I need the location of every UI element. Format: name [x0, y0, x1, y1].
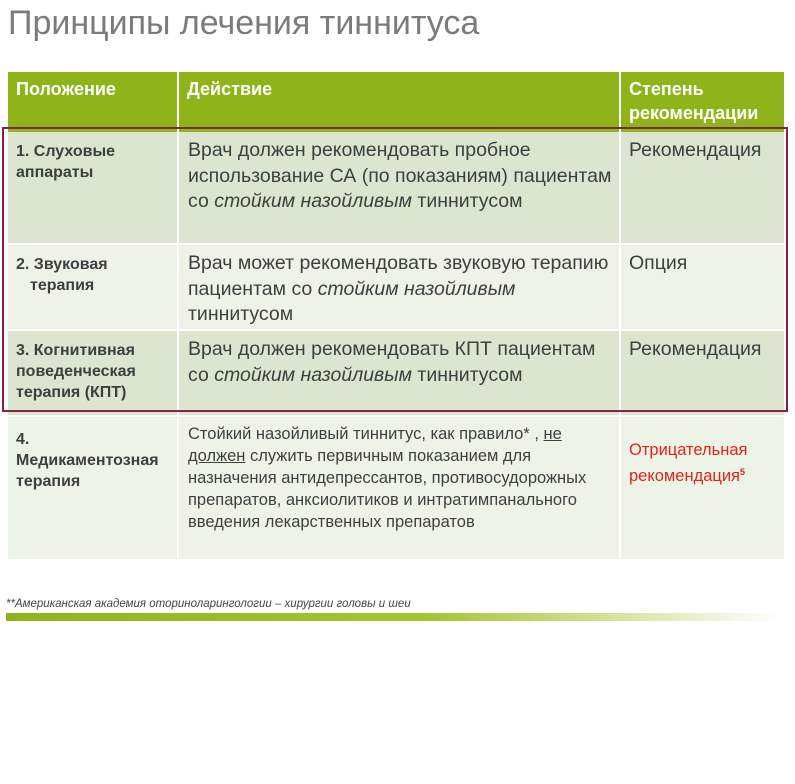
action-emphasis: стойким назойливым [214, 190, 412, 212]
action-emphasis: стойким назойливым [317, 277, 516, 300]
action-text: Врач должен рекомендовать КПТ пациентам со [188, 338, 596, 386]
action-text: Стойкий назойливый тиннитус, как правило* , [188, 425, 544, 443]
recommendation-cell: Рекомендация [620, 330, 784, 416]
action-text-end: тиннитусом [411, 190, 523, 212]
position-cell [8, 416, 178, 560]
footnote: **Американская академия оториноларингологии – хирургии головы и шеи [6, 598, 411, 610]
recommendation-cell: Рекомендация [620, 132, 784, 244]
header-recommendation: Степень рекомендации [620, 72, 784, 132]
position-cell: 3. Когнитивная поведенческая терапия (КПТ) [8, 330, 178, 416]
page-title: Принципы лечения тиннитуса [8, 4, 480, 42]
header-action: Действие [178, 72, 620, 132]
decorative-gradient-bar [6, 613, 780, 621]
position-text: 2. Звуковая [16, 256, 108, 273]
position-number: 4. [16, 431, 30, 448]
action-cell [178, 416, 620, 560]
action-text-end: тиннитусом [188, 303, 294, 325]
recommendations-table [8, 72, 784, 561]
table-row-cbt [8, 330, 784, 416]
recommendation-text: Отрицательная рекомендация [629, 441, 748, 485]
recommendation-cell [620, 416, 784, 560]
action-cell [178, 132, 620, 244]
action-text-end: служить первичным показанием для назначения антидепрессантов, противосудорожных препаратов, анксиолитиков и интратимпанального введения лекарственных препаратов [188, 447, 587, 531]
action-text-end: тиннитусом [411, 363, 523, 386]
action-cell [178, 330, 620, 416]
reference-superscript: 5 [739, 467, 745, 477]
action-text: Врач должен рекомендовать пробное использование СА (по показаниям) пациентам со [188, 139, 612, 212]
action-emphasis: стойким назойливым [214, 363, 412, 386]
position-cell [8, 244, 178, 330]
table-header-row [8, 72, 784, 132]
action-emphasis: не должен [188, 425, 562, 465]
position-text-cont: терапия [16, 473, 81, 490]
table-row-medication [8, 416, 784, 560]
action-cell [178, 244, 620, 330]
table-row-hearing-aids [8, 132, 784, 244]
table-row-sound-therapy [8, 244, 784, 330]
position-cell: 1. Слуховые аппараты [8, 132, 178, 244]
header-position: Положение [8, 72, 178, 132]
action-text: Врач может рекомендовать звуковую терапию пациентам со [188, 252, 609, 300]
recommendation-cell: Опция [620, 244, 784, 330]
position-text: Медикаментозная [16, 452, 159, 469]
position-text-cont: терапия [30, 277, 95, 294]
